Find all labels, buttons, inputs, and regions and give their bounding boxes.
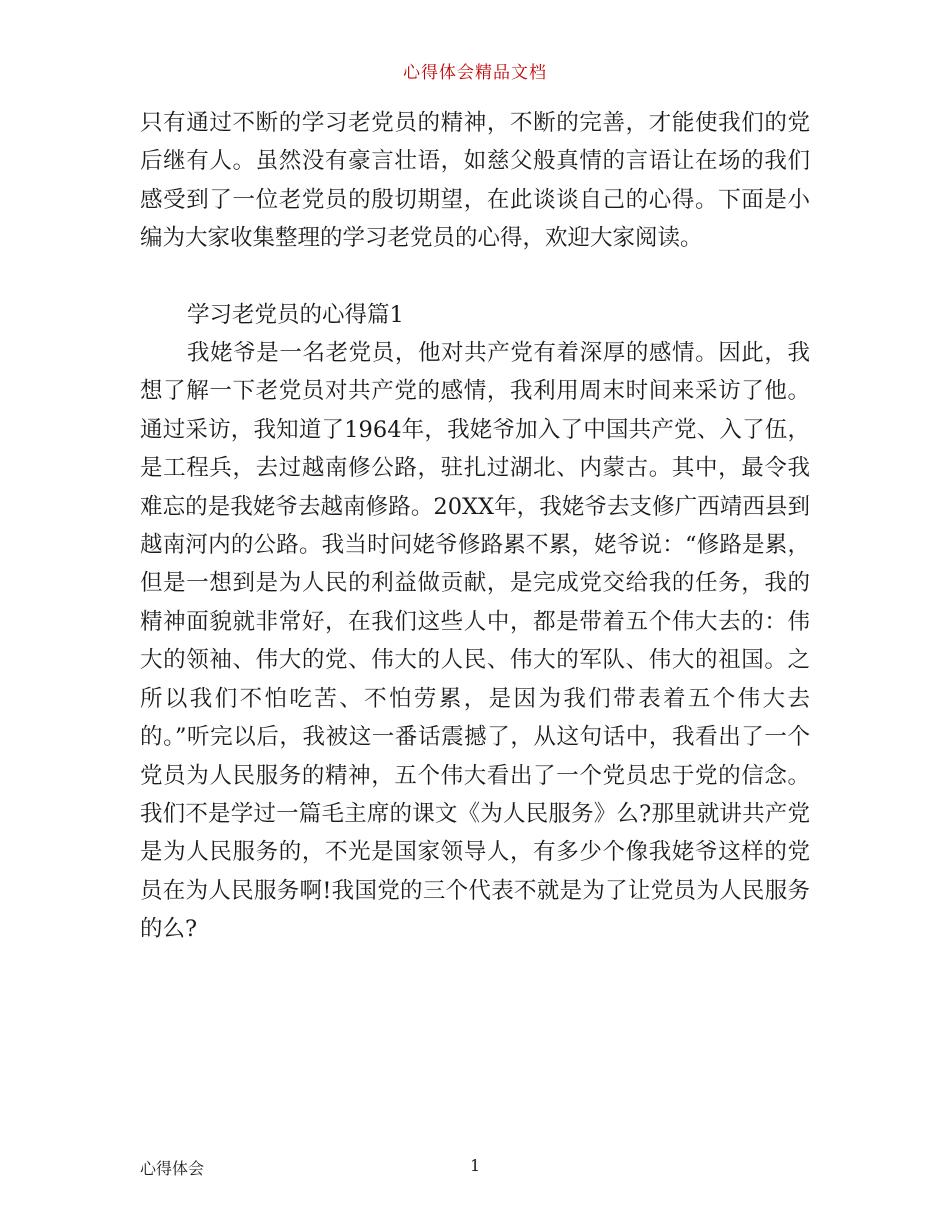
body-paragraph: 我姥爷是一名老党员，他对共产党有着深厚的感情。因此，我想了解一下老党员对共产党的感情，我利用周末时间来采访了他。通过采访，我知道了1964年，我姥爷加入了中国共产党、入了伍，是工程兵，去过越南修公路，驻扎过湖北、内蒙古。其中，最令我难忘的是我姥爷去越南修路。20XX年，我姥爷去支修广西靖西县到越南河内的公路。我当时问姥爷修路累不累，姥爷说：“修路是累，但是一想到是为人民的利益做贡献，是完成党交给我的任务，我的精神面貌就非常好，在我们这些人中，都是带着五个伟大去的：伟大的领袖、伟大的党、伟大的人民、伟大的军队、伟大的祖国。之所以我们不怕吃苦、不怕劳累，是因为我们带表着五个伟大去的。”听完以后，我被这一番话震撼了，从这句话中，我看出了一个党员为人民服务的精神，五个伟大看出了一个党员忠于党的信念。我们不是学过一篇毛主席的课文《为人民服务》么?那里就讲共产党是为人民服务的，不光是国家领导人，有多少个像我姥爷这样的党员在为人民服务啊!我国党的三个代表不就是为了让党员为人民服务的么? bbox=[140, 340, 810, 943]
page-number: 1 bbox=[470, 1156, 481, 1175]
document-header-title: 心得体会精品文档 bbox=[403, 63, 547, 83]
document-body bbox=[140, 104, 810, 949]
footer-label: 心得体会 bbox=[140, 1159, 205, 1178]
intro-paragraph: 只有通过不断的学习老党员的精神，不断的完善，才能使我们的党后继有人。虽然没有豪言壮语，如慈父般真情的言语让在场的我们感受到了一位老党员的殷切期望，在此谈谈自己的心得。下面是小编为大家收集整理的学习老党员的心得，欢迎大家阅读。 bbox=[140, 110, 810, 252]
section-heading: 学习老党员的心得篇1 bbox=[187, 301, 404, 328]
